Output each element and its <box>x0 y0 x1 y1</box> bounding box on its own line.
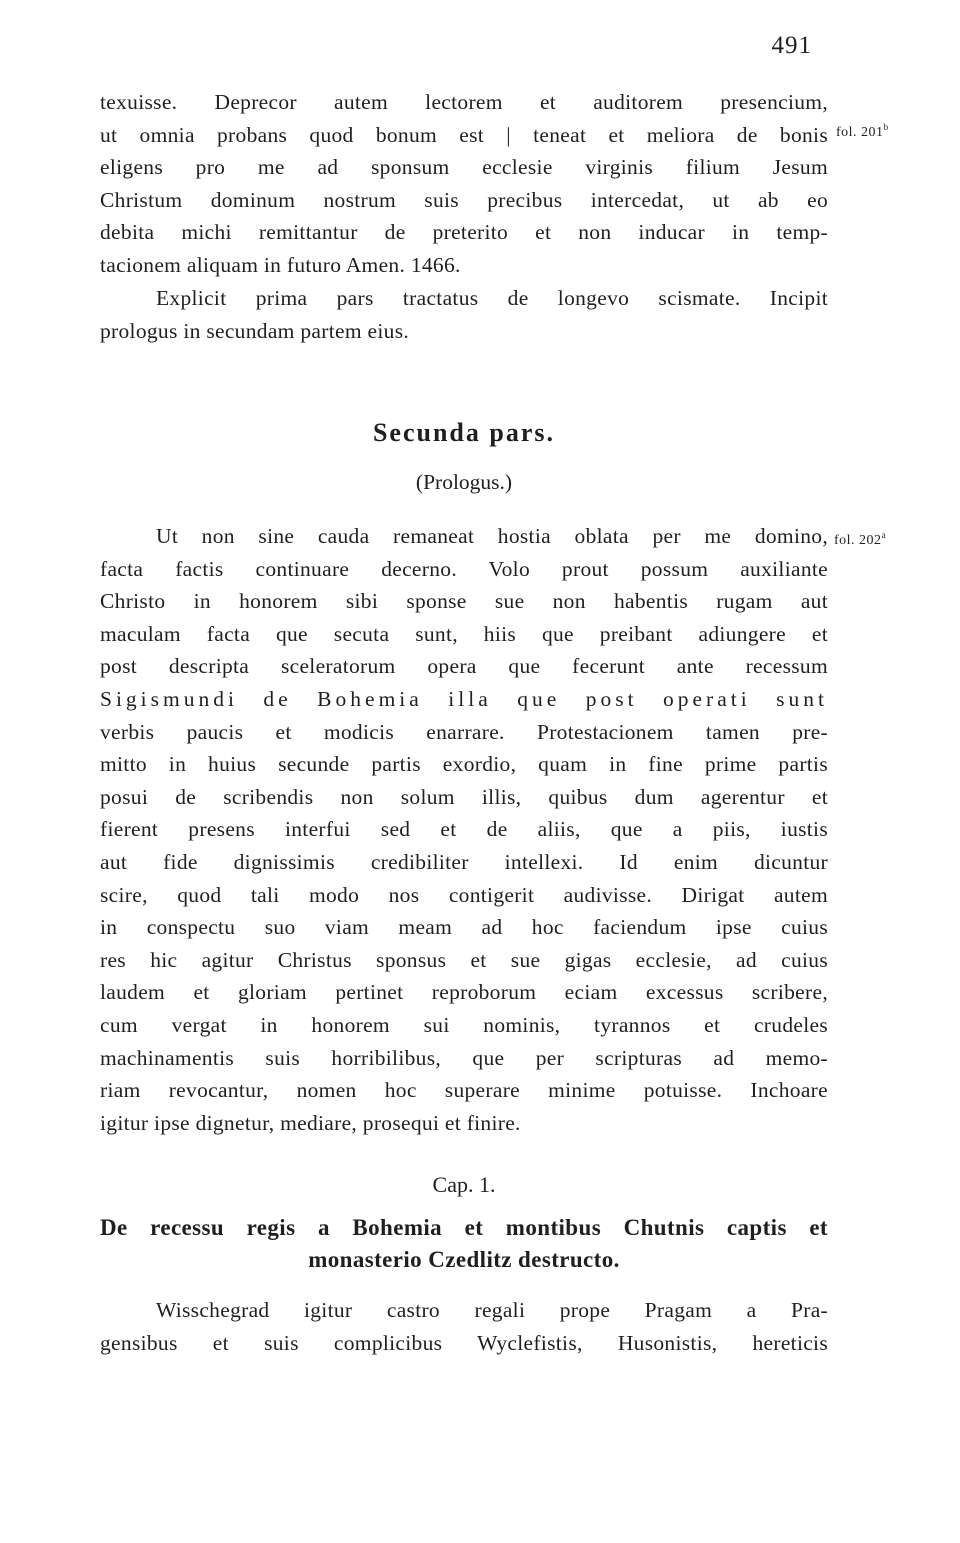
intro-paragraph <box>100 86 828 282</box>
margin-note-label: fol. 201 <box>836 125 884 140</box>
text-line: verbis paucis et modicis enarrare. Protestacionem tamen pre- <box>100 719 828 744</box>
text-line: Christum dominum nostrum suis precibus intercedat, ut ab eo <box>100 187 828 212</box>
chapter-title-line: monasterio Czedlitz destructo. <box>308 1247 620 1272</box>
text-line: Christo in honorem sibi sponse sue non habentis rugam aut <box>100 589 828 614</box>
chapter-title <box>100 1212 828 1276</box>
text-line: aut fide dignissimis credibiliter intellexi. Id enim dicuntur <box>100 849 828 874</box>
text-line: igitur ipse dignetur, mediare, prosequi et finire. <box>100 1110 521 1135</box>
text-line: Explicit prima pars tractatus de longevo scismate. Incipit <box>156 286 828 310</box>
text-line: eligens pro me ad sponsum ecclesie virginis filium Jesum <box>100 155 828 180</box>
text-line: laudem et gloriam pertinet reproborum eciam excessus scribere, <box>100 980 828 1005</box>
page-number: 491 <box>771 32 812 59</box>
text-line: texuisse. Deprecor autem lectorem et auditorem presencium, <box>100 90 828 114</box>
prologus-paragraph <box>100 520 828 1139</box>
text-line: machinamentis suis horribilibus, que per scripturas ad memo- <box>100 1045 828 1070</box>
margin-note-fol-202a <box>834 530 886 549</box>
text-line: cum vergat in honorem sui nominis, tyrannos et crudeles <box>100 1012 828 1037</box>
margin-note-fol-201b <box>836 122 889 141</box>
text-line: post descripta sceleratorum opera que fecerunt ante recessum <box>100 654 828 679</box>
text-line: tacionem aliquam in futuro Amen. 1466. <box>100 252 461 277</box>
text-line: debita michi remittantur de preterito et non inducar in temp- <box>100 220 828 245</box>
section-heading: Secunda pars. <box>372 418 556 447</box>
text-line: fierent presens interfui sed et de aliis, que a piis, iustis <box>100 817 828 842</box>
text-line: gensibus et suis complicibus Wyclefistis, Husonistis, hereticis <box>100 1330 828 1355</box>
text-line: mitto in huius secunde partis exordio, quam in fine prime partis <box>100 752 828 777</box>
margin-note-sup: b <box>883 122 889 132</box>
margin-note-label: fol. 202 <box>834 533 882 548</box>
text-line: prologus in secundam partem eius. <box>100 318 410 343</box>
chapter-number: Cap. 1. <box>432 1172 496 1197</box>
margin-note-sup: a <box>881 530 887 540</box>
text-line: Ut non sine cauda remaneat hostia oblata per me domino, <box>156 524 828 548</box>
explicit-paragraph <box>100 282 828 347</box>
text-line: maculam facta que secuta sunt, hiis que preibant adiungere et <box>100 621 828 646</box>
chapter-paragraph <box>100 1294 828 1359</box>
text-line: scire, quod tali modo nos contigerit audivisse. Dirigat autem <box>100 882 828 907</box>
text-line: posui de scribendis non solum illis, quibus dum agerentur et <box>100 784 828 809</box>
text-line: Sigismundi de Bohemia illa que post operati sunt <box>100 686 828 711</box>
chapter-title-line: De recessu regis a Bohemia et montibus Chutnis captis et <box>100 1215 828 1240</box>
text-line: riam revocantur, nomen hoc superare minime potuisse. Inchoare <box>100 1078 828 1103</box>
text-line: in conspectu suo viam meam ad hoc faciendum ipse cuius <box>100 915 828 940</box>
text-line: res hic agitur Christus sponsus et sue gigas ecclesie, ad cuius <box>100 947 828 972</box>
text-line: Wisschegrad igitur castro regali prope Pragam a Pra- <box>156 1298 828 1322</box>
section-subheading: (Prologus.) <box>415 470 513 494</box>
text-line: ut omnia probans quod bonum est | teneat et meliora de bonis <box>100 122 828 147</box>
text-line: facta factis continuare decerno. Volo prout possum auxiliante <box>100 556 828 581</box>
